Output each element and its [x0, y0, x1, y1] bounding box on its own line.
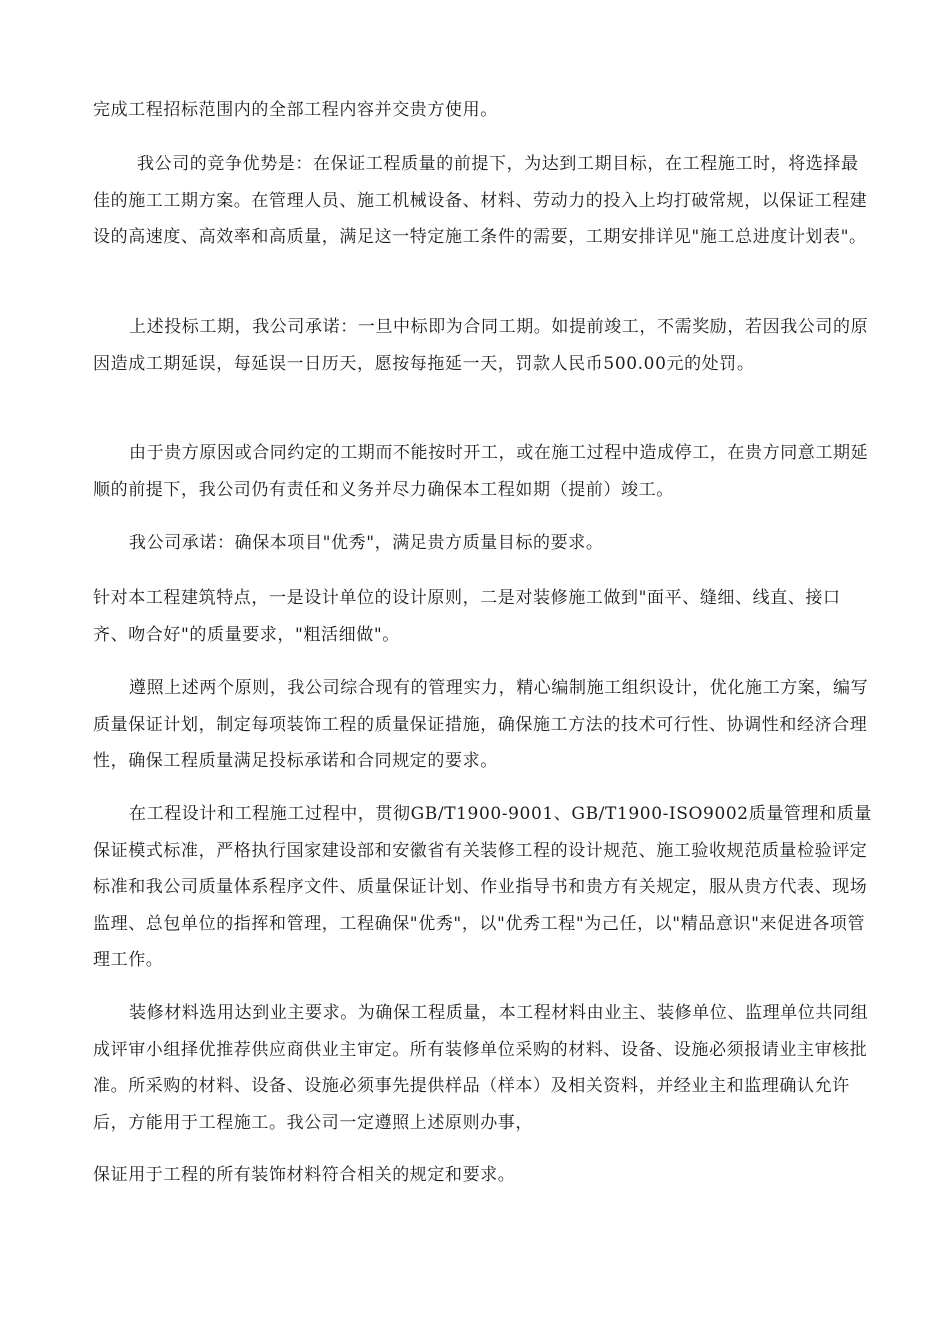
paragraph-delay-responsibility: 由于贵方原因或合同约定的工期而不能按时开工，或在施工过程中造成停工，在贵方同意工期延顺的前提下，我公司仍有责任和义务并尽力确保本工程如期（提前）竣工。 — [93, 443, 869, 500]
paragraph-principles: 遵照上述两个原则，我公司综合现有的管理实力，精心编制施工组织设计，优化施工方案，编写质量保证计划，制定每项装饰工程的质量保证措施，确保施工方法的技术可行性、协调性和经济合理性，确保工程质量满足投标承诺和合同规定的要求。 — [93, 678, 869, 771]
paragraph-quality-commitment: 我公司承诺：确保本项目"优秀"，满足贵方质量目标的要求。 — [129, 533, 604, 553]
paragraph-scope-completion: 完成工程招标范围内的全部工程内容并交贵方使用。 — [93, 100, 498, 120]
paragraph-competitive-advantage: 我公司的竞争优势是：在保证工程质量的前提下，为达到工期目标，在工程施工时，将选择最佳的施工工期方案。在管理人员、施工机械设备、材料、劳动力的投入上均打破常规，以保证工程建设的高速度、高效率和高质量，满足这一特定施工条件的需要，工期安排详见"施工总进度计划表"。 — [93, 154, 868, 247]
paragraph-standards: 在工程设计和工程施工过程中，贯彻GB/T1900-9001、GB/T1900-ISO9002质量管理和质量保证模式标准，严格执行国家建设部和安徽省有关装修工程的设计规范、施工验收规范质量检验评定标准和我公司质量体系程序文件、质量保证计划、作业指导书和贵方有关规定，服从贵方代表、现场监理、总包单位的指挥和管理，工程确保"优秀"，以"优秀工程"为己任，以"精品意识"来促进各项管理工作。 — [93, 804, 872, 970]
paragraph-construction-features: 针对本工程建筑特点，一是设计单位的设计原则，二是对装修施工做到"面平、缝细、线直、接口齐、吻合好"的质量要求，"粗活细做"。 — [93, 588, 841, 645]
paragraph-schedule-commitment: 上述投标工期，我公司承诺：一旦中标即为合同工期。如提前竣工，不需奖励，若因我公司的原因造成工期延误，每延误一日历天，愿按每拖延一天，罚款人民币500.00元的处罚。 — [93, 317, 869, 374]
paragraph-materials-compliance: 保证用于工程的所有装饰材料符合相关的规定和要求。 — [93, 1165, 516, 1185]
paragraph-materials-selection: 装修材料选用达到业主要求。为确保工程质量，本工程材料由业主、装修单位、监理单位共同组成评审小组择优推荐供应商供业主审定。所有装修单位采购的材料、设备、设施必须报请业主审核批准。所采购的材料、设备、设施必须事先提供样品（样本）及相关资料，并经业主和监理确认允许后，方能用于工程施工。我公司一定遵照上述原则办事， — [93, 1003, 869, 1133]
